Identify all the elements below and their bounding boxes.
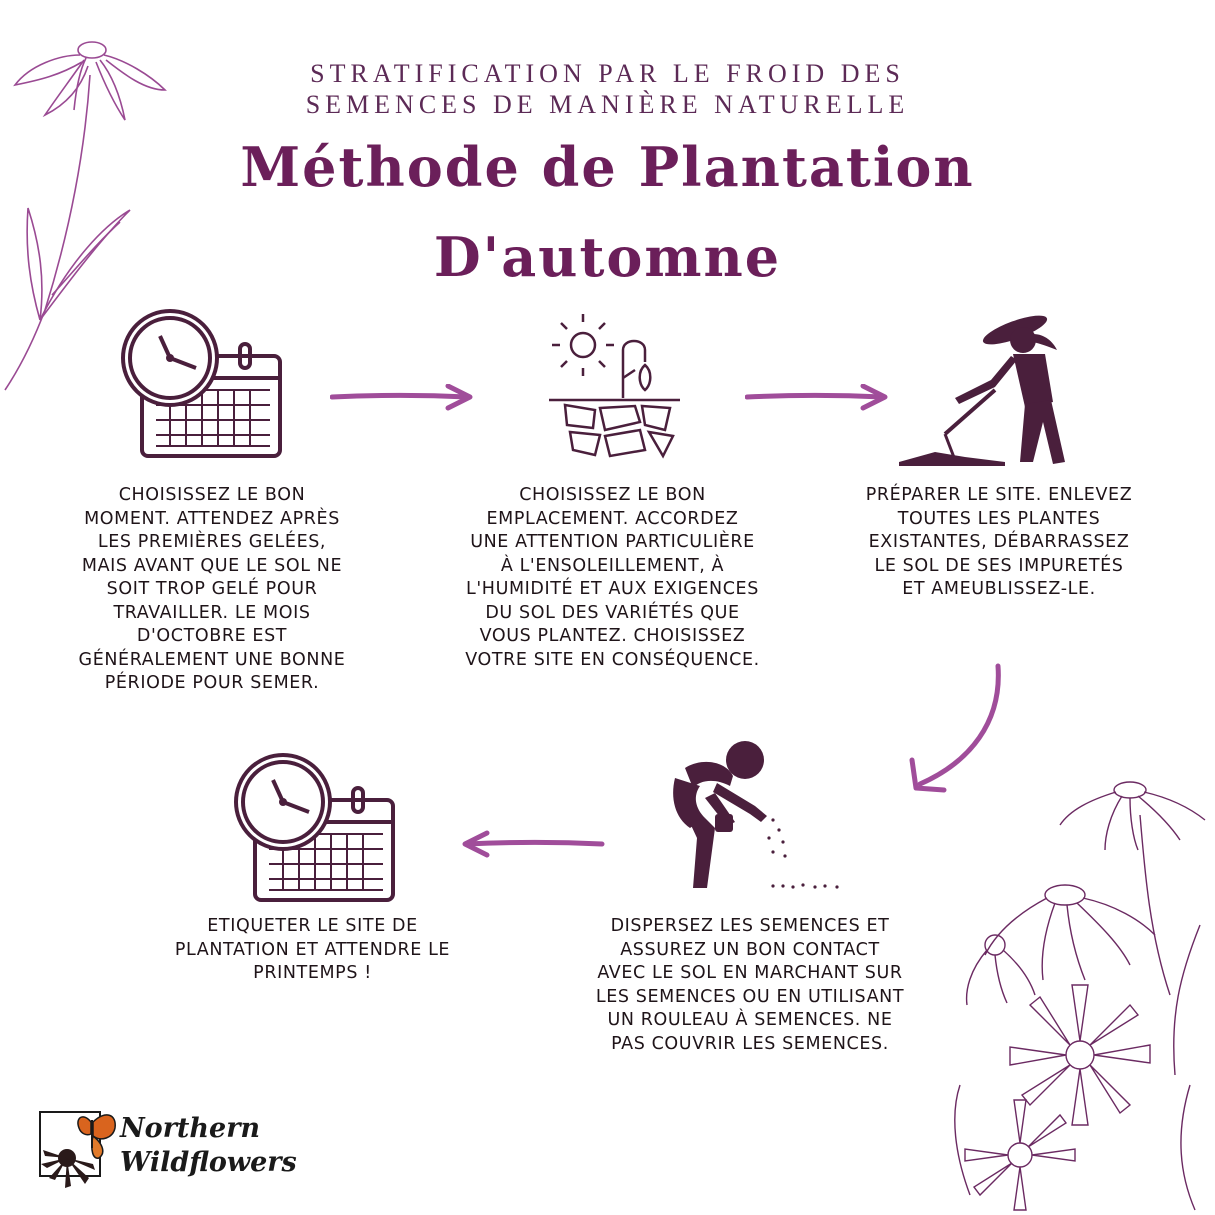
step-5-line: ASSUREZ UN BON CONTACT	[620, 939, 880, 960]
step-3-line: LE SOL DE SES IMPURETÉS	[874, 555, 1124, 576]
step-4-line: ETIQUETER LE SITE DE	[207, 916, 418, 936]
sun-dry-soil-icon	[545, 310, 685, 460]
subtitle-line-1: STRATIFICATION PAR LE FROID DES	[310, 59, 905, 88]
clock-calendar-icon	[233, 752, 398, 904]
step-3-line: EXISTANTES, DÉBARRASSEZ	[868, 532, 1130, 552]
step-1-line: CHOISISSEZ LE BON	[118, 485, 306, 505]
step-4-text	[150, 915, 475, 986]
step-5-line: LES SEMENCES OU EN UTILISANT	[595, 986, 905, 1007]
flower-illustration-bottom-right	[940, 755, 1215, 1215]
step-2-line: EMPLACEMENT. ACCORDEZ	[486, 508, 739, 529]
step-5-line: AVEC LE SOL EN MARCHANT SUR	[597, 963, 903, 983]
step-1-line: MAIS AVANT QUE LE SOL NE	[81, 555, 343, 576]
step-2-line: CHOISISSEZ LE BON	[519, 485, 706, 505]
arrow-curved-down	[900, 662, 1010, 802]
arrow-left	[460, 830, 605, 858]
step-5-line: DISPERSEZ LES SEMENCES ET	[610, 916, 890, 936]
step-4-line: PRINTEMPS !	[253, 963, 372, 983]
step-1-line: MOMENT. ATTENDEZ APRÈS	[84, 508, 340, 529]
step-5-text	[570, 915, 930, 1056]
step-4-line: PLANTATION ET ATTENDRE LE	[174, 939, 451, 960]
arrow-right-2	[745, 384, 890, 412]
step-2-line: UNE ATTENTION PARTICULIÈRE	[470, 532, 755, 552]
step-2-line: À L'ENSOLEILLEMENT, À	[500, 555, 725, 576]
step-1-text	[52, 484, 372, 696]
arrow-right-1	[330, 384, 475, 412]
step-1-line: GÉNÉRALEMENT UNE BONNE	[78, 649, 346, 670]
step-3-line: PRÉPARER LE SITE. ENLEVEZ	[865, 485, 1133, 505]
step-2-line: VOUS PLANTEZ. CHOISISSEZ	[479, 626, 746, 646]
subtitle-line-2: SEMENCES DE MANIÈRE NATURELLE	[305, 90, 910, 119]
logo-text-line-2: Wildflowers	[120, 1147, 297, 1178]
step-2-line: DU SOL DES VARIÉTÉS QUE	[485, 602, 740, 623]
step-3-line: TOUTES LES PLANTES	[897, 508, 1101, 529]
step-3-line: ET AMEUBLISSEZ-LE.	[902, 579, 1096, 599]
logo-text-line-1: Northern	[120, 1113, 261, 1144]
step-1-line: PÉRIODE POUR SEMER.	[104, 673, 320, 693]
step-2-line: L'HUMIDITÉ ET AUX EXIGENCES	[466, 579, 759, 599]
step-1-line: D'OCTOBRE EST	[136, 626, 288, 646]
step-1-line: LES PREMIÈRES GELÉES,	[97, 532, 327, 552]
step-5-line: UN ROULEAU À SEMENCES. NE	[607, 1010, 893, 1030]
page-title-line-2: D'automne	[433, 225, 782, 289]
page-title-line-1: Méthode de Plantation	[240, 135, 975, 199]
person-sowing-icon	[655, 738, 845, 896]
step-2-line: VOTRE SITE EN CONSÉQUENCE.	[465, 649, 760, 670]
clock-calendar-icon	[120, 308, 285, 460]
step-2-text	[445, 484, 780, 672]
gardener-hoe-icon	[895, 312, 1085, 470]
page-subtitle	[0, 58, 1215, 120]
step-1-line: SOIT TROP GELÉ POUR	[106, 579, 318, 599]
step-3-text	[845, 484, 1153, 602]
step-5-line: PAS COUVRIR LES SEMENCES.	[611, 1033, 889, 1054]
butterfly-flower-icon	[35, 1108, 120, 1196]
step-1-line: TRAVAILLER. LE MOIS	[113, 602, 311, 623]
